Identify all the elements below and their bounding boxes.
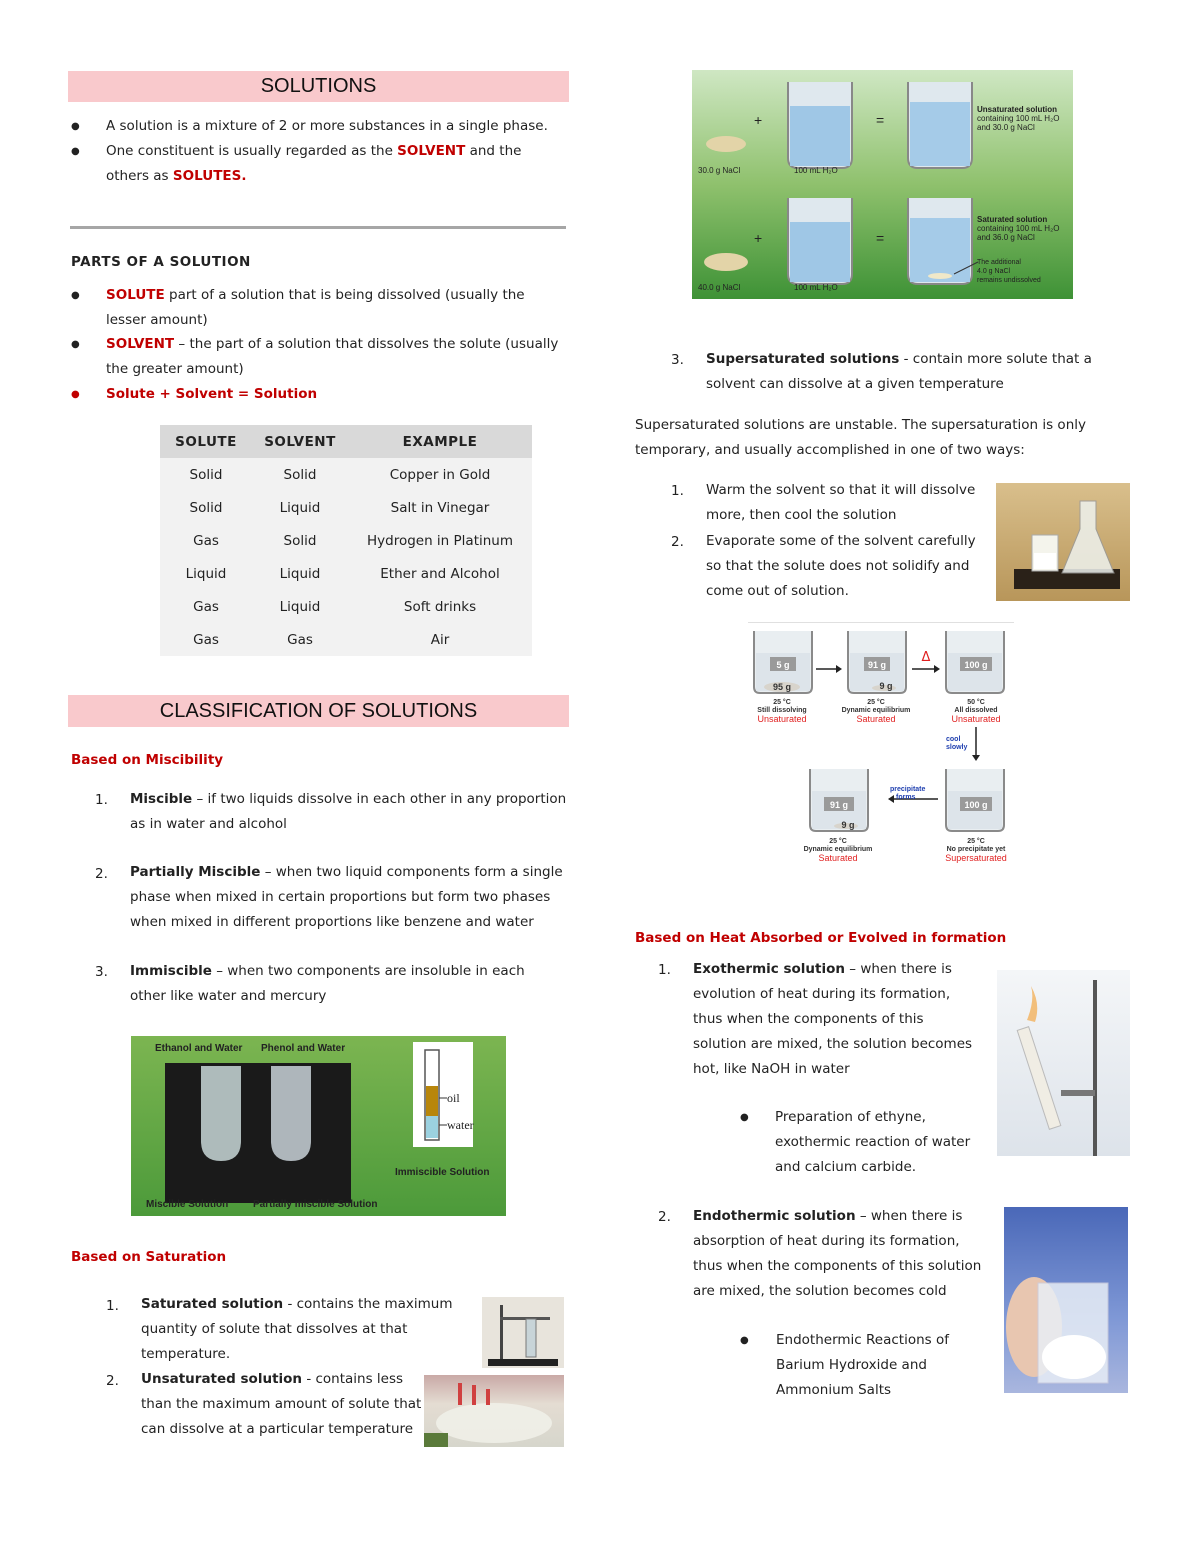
- header-solute: SOLUTE: [160, 425, 252, 458]
- solutes-term: SOLUTES.: [172, 168, 247, 184]
- beaker-5-top: 91 g: [829, 800, 849, 810]
- row2-left-label: 40.0 g NaCl: [698, 283, 741, 292]
- label-immiscible: Immiscible Solution: [395, 1167, 490, 1178]
- solutions-title: SOLUTIONS: [260, 75, 377, 97]
- row2-title: Saturated solution: [977, 215, 1048, 224]
- equals-sign: =: [876, 112, 885, 128]
- beaker-1-state: Still dissolving: [757, 707, 807, 714]
- solutions-banner: [68, 71, 569, 102]
- photo-dark-panel: [165, 1063, 351, 1203]
- beaker-4-temp: 25 °C: [967, 838, 985, 845]
- erlenmeyer-flask: [1062, 501, 1114, 573]
- row1-desc-2: and 30.0 g NaCl: [977, 123, 1035, 132]
- beaker-unsaturated-fill: [910, 102, 970, 166]
- table-header-row: [160, 425, 532, 458]
- solution-types-table: [160, 425, 532, 656]
- table-row: Solid Solid Copper in Gold: [189, 466, 491, 483]
- plus-sign: +: [754, 112, 763, 128]
- beaker-5-state: Dynamic equilibrium: [803, 846, 873, 853]
- beaker-3-temp: 50 °C: [967, 699, 985, 706]
- solvent-term: SOLVENT: [397, 143, 466, 159]
- graduation-mark: [458, 1383, 462, 1405]
- beaker-water-fill-1: [790, 106, 850, 166]
- parts-equation: Solute + Solvent = Solution: [106, 386, 318, 402]
- bullet-icon: ●: [71, 146, 80, 157]
- bullet-icon: ●: [71, 121, 80, 132]
- beaker-2-top: 91 g: [867, 660, 887, 670]
- clamp: [1061, 1090, 1095, 1096]
- cool-label-1: cool: [946, 736, 961, 743]
- label-phenol: Phenol and Water: [261, 1043, 346, 1054]
- oil-layer: [426, 1086, 438, 1116]
- heat-heading: Based on Heat Absorbed or Evolved in formation: [635, 930, 1007, 946]
- bullet-icon: ●: [71, 290, 80, 301]
- way-item-2: Evaporate some of the solvent carefully so that the solute does not solidify and come out of solution.: [706, 533, 976, 599]
- beaker-5-temp: 25 °C: [829, 838, 847, 845]
- list-number: 3.: [95, 964, 108, 980]
- unsaturated-photo: [424, 1375, 564, 1447]
- table-row: Solid Liquid Salt in Vinegar: [189, 499, 490, 516]
- beaker-3-state: All dissolved: [954, 707, 998, 714]
- precipitate-label-1: precipitate: [890, 786, 926, 793]
- list-number: 1.: [671, 483, 684, 499]
- test-tube: [1017, 1027, 1061, 1130]
- section-divider: [70, 226, 566, 229]
- label-oil: oil: [447, 1091, 460, 1105]
- endothermic-example: Endothermic Reactions of Barium Hydroxide and Ammonium Salts: [776, 1332, 949, 1398]
- arrow-3-head: [972, 755, 980, 761]
- flasks-photo-svg: [996, 483, 1130, 601]
- supersaturated-item: Supersaturated solutions - contain more solute that a solvent can dissolve at a given temperature: [706, 351, 1092, 392]
- beaker-4-top: 100 g: [964, 800, 988, 810]
- unstable-paragraph: Supersaturated solutions are unstable. The supersaturation is only temporary, and usually accomplished in one of two ways:: [635, 417, 1086, 458]
- beaker-saturated-fill: [910, 218, 970, 282]
- list-number: 1.: [95, 792, 108, 808]
- beaker-5-bottom: 9 g: [841, 820, 855, 830]
- beaker-1-top: 5 g: [776, 660, 790, 670]
- exothermic-photo-svg: [997, 970, 1130, 1156]
- endothermic-photo-svg: [1004, 1207, 1128, 1393]
- row2-desc-1: containing 100 mL H₂O: [977, 224, 1060, 233]
- salt-pile-1: [706, 136, 746, 152]
- exothermic-example: Preparation of ethyne, exothermic reaction of water and calcium carbide.: [775, 1109, 971, 1175]
- test-tube-ethanol: [201, 1066, 241, 1161]
- beaker-3-top: 100 g: [964, 660, 988, 670]
- exothermic-photo: [997, 970, 1130, 1156]
- beaker-4-label: Supersaturated: [945, 853, 1007, 863]
- saturated-photo: [482, 1297, 564, 1368]
- water-layer: [426, 1116, 438, 1138]
- beaker-5-label: Saturated: [818, 853, 858, 863]
- row1-mid-label: 100 mL H₂O: [794, 166, 838, 175]
- list-number: 2.: [95, 866, 108, 882]
- stand-base: [488, 1359, 558, 1366]
- list-number: 2.: [658, 1209, 671, 1225]
- classification-title: CLASSIFICATION OF SOLUTIONS: [159, 700, 478, 722]
- beaker-4-state: No precipitate yet: [946, 846, 1006, 853]
- beaker-3-label: Unsaturated: [951, 714, 1001, 724]
- equals-sign: =: [876, 230, 885, 246]
- flask: [526, 1319, 536, 1357]
- immiscible-item: Immiscible – when two components are insoluble in each other like water and mercury: [130, 963, 525, 1004]
- row2-mid-label: 100 mL H₂O: [794, 283, 838, 292]
- process-diagram-svg: [748, 623, 1014, 866]
- beaker-solute: [1034, 553, 1056, 569]
- unsaturated-photo-svg: [424, 1375, 564, 1447]
- table-row: Gas Solid Hydrogen in Platinum: [193, 532, 513, 549]
- row1-title: Unsaturated solution: [977, 105, 1058, 114]
- bullet-icon: ●: [71, 389, 80, 400]
- way-item-1: Warm the solvent so that it will dissolve more, then cool the solution: [706, 482, 976, 523]
- stand-rod: [1093, 980, 1097, 1156]
- beaker-1-temp: 25 °C: [773, 699, 791, 706]
- table-row: Gas Gas Air: [193, 631, 450, 648]
- label-partially-miscible: Partially miscible Solution: [253, 1199, 378, 1210]
- label-miscible: Miscible Solution: [146, 1199, 229, 1210]
- white-solid: [1042, 1335, 1106, 1379]
- arrow-4-head: [888, 795, 894, 803]
- label-ethanol: Ethanol and Water: [155, 1043, 243, 1054]
- list-number: 2.: [671, 534, 684, 550]
- header-example: EXAMPLE: [348, 425, 532, 458]
- salt-pile-2: [704, 253, 748, 271]
- partially-miscible-item: Partially Miscible – when two liquid components form a single phase when mixed in certain proportions but form two phases when mixed in different proportions like benzene and water: [130, 864, 563, 930]
- miscibility-photo: [131, 1036, 506, 1216]
- plus-sign: +: [754, 230, 763, 246]
- photo-edge: [424, 1433, 448, 1447]
- stand-rod: [500, 1305, 503, 1363]
- bullet-icon: ●: [71, 339, 80, 350]
- list-number: 2.: [106, 1373, 119, 1389]
- classification-banner: [68, 695, 569, 727]
- saturated-photo-svg: [482, 1297, 564, 1368]
- parts-solvent: SOLVENT – the part of a solution that dissolves the solute (usually the greater amount): [106, 336, 559, 377]
- test-tube-phenol: [271, 1066, 311, 1161]
- cool-label-2: slowly: [946, 744, 968, 751]
- row2-note-3: remains undissolved: [977, 277, 1041, 284]
- miscibility-photo-svg: [131, 1036, 506, 1216]
- parts-heading: PARTS OF A SOLUTION: [71, 254, 251, 270]
- flasks-photo: [996, 483, 1130, 601]
- arrow-1-head: [836, 665, 842, 673]
- header-solvent: SOLVENT: [252, 425, 348, 458]
- stand-clamp: [500, 1317, 550, 1320]
- endothermic-item: Endothermic solution – when there is absorption of heat during its formation, thus when the components of this solution are mixed, the solution becomes cold: [693, 1208, 982, 1299]
- parts-solute: SOLUTE part of a solution that is being dissolved (usually the lesser amount): [106, 287, 525, 328]
- bullet-icon: ●: [740, 1335, 749, 1346]
- row1-desc-1: containing 100 mL H₂O: [977, 114, 1060, 123]
- undissolved-salt: [928, 273, 952, 279]
- endothermic-photo: [1004, 1207, 1128, 1393]
- table-row: Gas Liquid Soft drinks: [193, 598, 477, 615]
- arrow-2-head: [934, 665, 940, 673]
- row2-note-2: 4.0 g NaCl: [977, 268, 1011, 275]
- beaker-2-state: Dynamic equilibrium: [841, 707, 911, 714]
- exothermic-item: Exothermic solution – when there is evolution of heat during its formation, thus when the components of this solution are mixed, the solution becomes hot, like NaOH in water: [693, 961, 973, 1077]
- beaker-1-label: Unsaturated: [757, 714, 807, 724]
- miscible-item: Miscible – if two liquids dissolve in each other in any proportion as in water and alcohol: [130, 791, 567, 832]
- saturation-heading: Based on Saturation: [71, 1249, 227, 1265]
- list-number: 3.: [671, 352, 684, 368]
- graduation-mark: [472, 1385, 476, 1405]
- bullet-icon: ●: [740, 1112, 749, 1123]
- list-number: 1.: [658, 962, 671, 978]
- beaker-2-bottom: 9 g: [879, 681, 893, 691]
- unsaturated-item: Unsaturated solution - contains less than the maximum amount of solute that can dissolve at a particular temperature: [141, 1371, 422, 1437]
- beaker-saturation-svg: [692, 70, 1073, 299]
- beaker-liquid: [436, 1403, 552, 1443]
- beaker-saturation-photo: [692, 70, 1073, 299]
- supersaturation-process-diagram: [748, 622, 1014, 866]
- graduation-mark: [486, 1389, 490, 1405]
- precipitate-label-2: forms: [896, 794, 916, 801]
- label-water: water: [447, 1118, 474, 1132]
- intro-bullet-2: One constituent is usually regarded as the SOLVENT and the others as SOLUTES.: [106, 143, 522, 184]
- intro-bullet-1: A solution is a mixture of 2 or more substances in a single phase.: [106, 118, 548, 134]
- miscibility-heading: Based on Miscibility: [71, 752, 224, 768]
- flame-icon: [1027, 986, 1037, 1022]
- saturated-item: Saturated solution - contains the maximum quantity of solute that dissolves at that temperature.: [141, 1296, 453, 1362]
- row2-desc-2: and 36.0 g NaCl: [977, 233, 1035, 242]
- table-row: Liquid Liquid Ether and Alcohol: [185, 565, 500, 582]
- beaker-2-temp: 25 °C: [867, 699, 885, 706]
- beaker-1-bottom: 95 g: [772, 682, 792, 692]
- beaker-2-label: Saturated: [856, 714, 896, 724]
- row1-left-label: 30.0 g NaCl: [698, 166, 741, 175]
- delta-symbol: Δ: [921, 650, 931, 665]
- row2-note-1: The additional: [977, 259, 1021, 266]
- beaker-water-fill-2: [790, 222, 850, 282]
- list-number: 1.: [106, 1298, 119, 1314]
